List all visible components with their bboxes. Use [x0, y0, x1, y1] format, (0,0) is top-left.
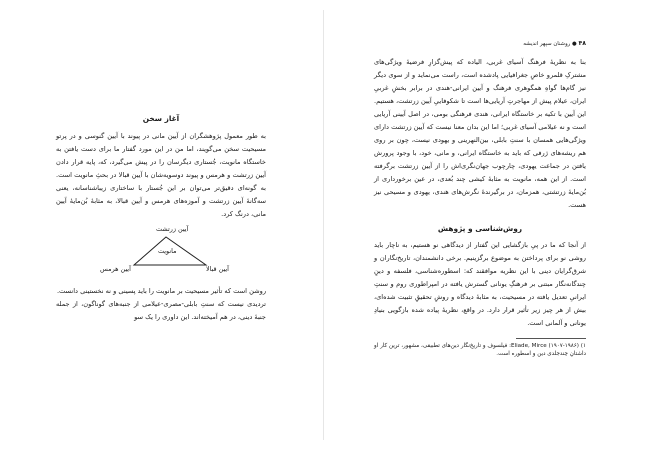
page-gutter [323, 10, 324, 440]
diagram-label-kabbalah: آیین قبالا [206, 265, 229, 273]
section-title-methodology: روش‌شناسی و پژوهش [437, 224, 523, 233]
left-paragraph-1: به طور معمول پژوهشگران از آیین مانی در پیوند با آیین گنوسی و در پرتو مسیحیت سخن می‌گویند، اما من در این مورد گفتار ما برای دست یافتن به خاستگاه مانویت، جُستاری دیگرسان را در پیش می‌گیرد، که، پایه قرار دادن آیین زرتشت و هرمس و پیوند دوسویه‌شان با آیین قبالا در بحثِ مانویت است. به گونه‌ای دقیق‌تر می‌توان بر این جُستار با ساختاری زیباشناسانه، یعنی سه‌گانهٔ آیین زرتشت و آموزه‌های هرمس و آیین قبالا، به مثابهٔ بُن‌مایهٔ آیین مانی، درنگ کرد. [56, 132, 266, 218]
right-paragraph-2: از آنجا که ما در پیِ بازگشایی این گفتار از دیدگاهی نو هستیم، به ناچار باید روشی نو برای پرداختن به موضوع برگزینیم. برخی دانشمندان، تاریخ‌نگاران و شرق‌گرایان دینی با این نظریه موافقند که: اسطوره‌شناسی، فلسفه و دینِ چندگانه‌نگار مبتنی بر فرهنگِ یونانی گسترش یافته در امپراطوری روم و سنتِ ایرانیِ تعدیل یافته در مسیحیت، به مثابهٔ دیدگاه و روشِ تحقیقِ تثبیت شده‌ای، بیش از هر چیز زیر تأثیر قرار دارد. در واقع، نظریهٔ پیاده شده بازگویی بنیادِ یونانی و آلمانی است. [374, 241, 586, 327]
footnote: ۱) Eliade, Mirce (۱۹۰۷-۱۹۸۶): فیلسوف و تاریخ‌نگار دین‌های تطبیقی، مشهور، ترین کار او داشتانِ چندجلدی دین و اسطوره است. [374, 343, 586, 357]
diagram-label-manichaeism: مانویت [158, 247, 177, 255]
book-title: روشنان سپهر اندیشه [523, 41, 571, 47]
left-page [56, 112, 266, 324]
left-paragraph-3: تردیدی نیست که سنتِ بابلی-مصری-عیلامی از جنبه‌های گوناگون، از جمله جنبهٔ دینی، در هم آمیخته‌اند. این داوری را یک سو [56, 300, 266, 321]
section-title-introduction: آغاز سخن [142, 114, 180, 123]
right-paragraph-1: بنا به نظریهٔ فرهنگ آسیای غربی، الیاده که پیش‌گزارِ فرضیهٔ ویژگی‌های مشترکِ قلمرو خاصِ جغرافیایی پادشده است، راست می‌نماید و از سوی دیگر نیز گام‌ها گواهِ همگوهری فرهنگ و آیین ایرانی-هندی در برابر بخشِ غربیِ ایران، عیلام پیش از مهاجرتِ آریایی‌ها است تا شکوفاییِ آیین زرتشت، هستیم. این آیین با تکیه بر خاستگاه ایرانی، هندی فرهنگی بومی، در اصل آیینی آریایی است و نه عیلامی آسیای غربی؛ اما این بدان معنا نیست که آیین زرتشت دارای ویژگی‌هایی همسان با سنتِ بابلی، بین‌النهرینی و یهودی نیست، چون بر روی هم ریشه‌های ژرفی که باید به خاستگاه ایرانی، و مانی، خود، با وجود پرورش یافتن در جماعت یهودی، چارچوب جهان‌نگری‌اش را از آیین زرتشت برگرفته است. از این همه، مانویت به مثابهٔ کیشی چند بُعدی، در عین برخورداری از بُن‌مایهٔ زرتشتی، همزمان، در برگیرندهٔ نگرش‌های هندی، یهودی و مسیحی نیز هست. [374, 58, 586, 209]
diagram-label-hermes: آیین هرمس [100, 265, 131, 273]
right-page [374, 56, 586, 358]
diagram-label-zoroastrianism: آیین زرتشت [156, 225, 189, 233]
page-number: ۴۸ [578, 40, 586, 47]
triangle-diagram [56, 225, 266, 281]
footnote-divider [516, 338, 586, 339]
running-head [522, 40, 586, 48]
left-paragraph-2: روشن است که تأثیر مسیحیت بر مانویت را باید پسینی و نه نخستینی دانست. [56, 287, 266, 295]
bullet-icon: ● [572, 41, 577, 47]
